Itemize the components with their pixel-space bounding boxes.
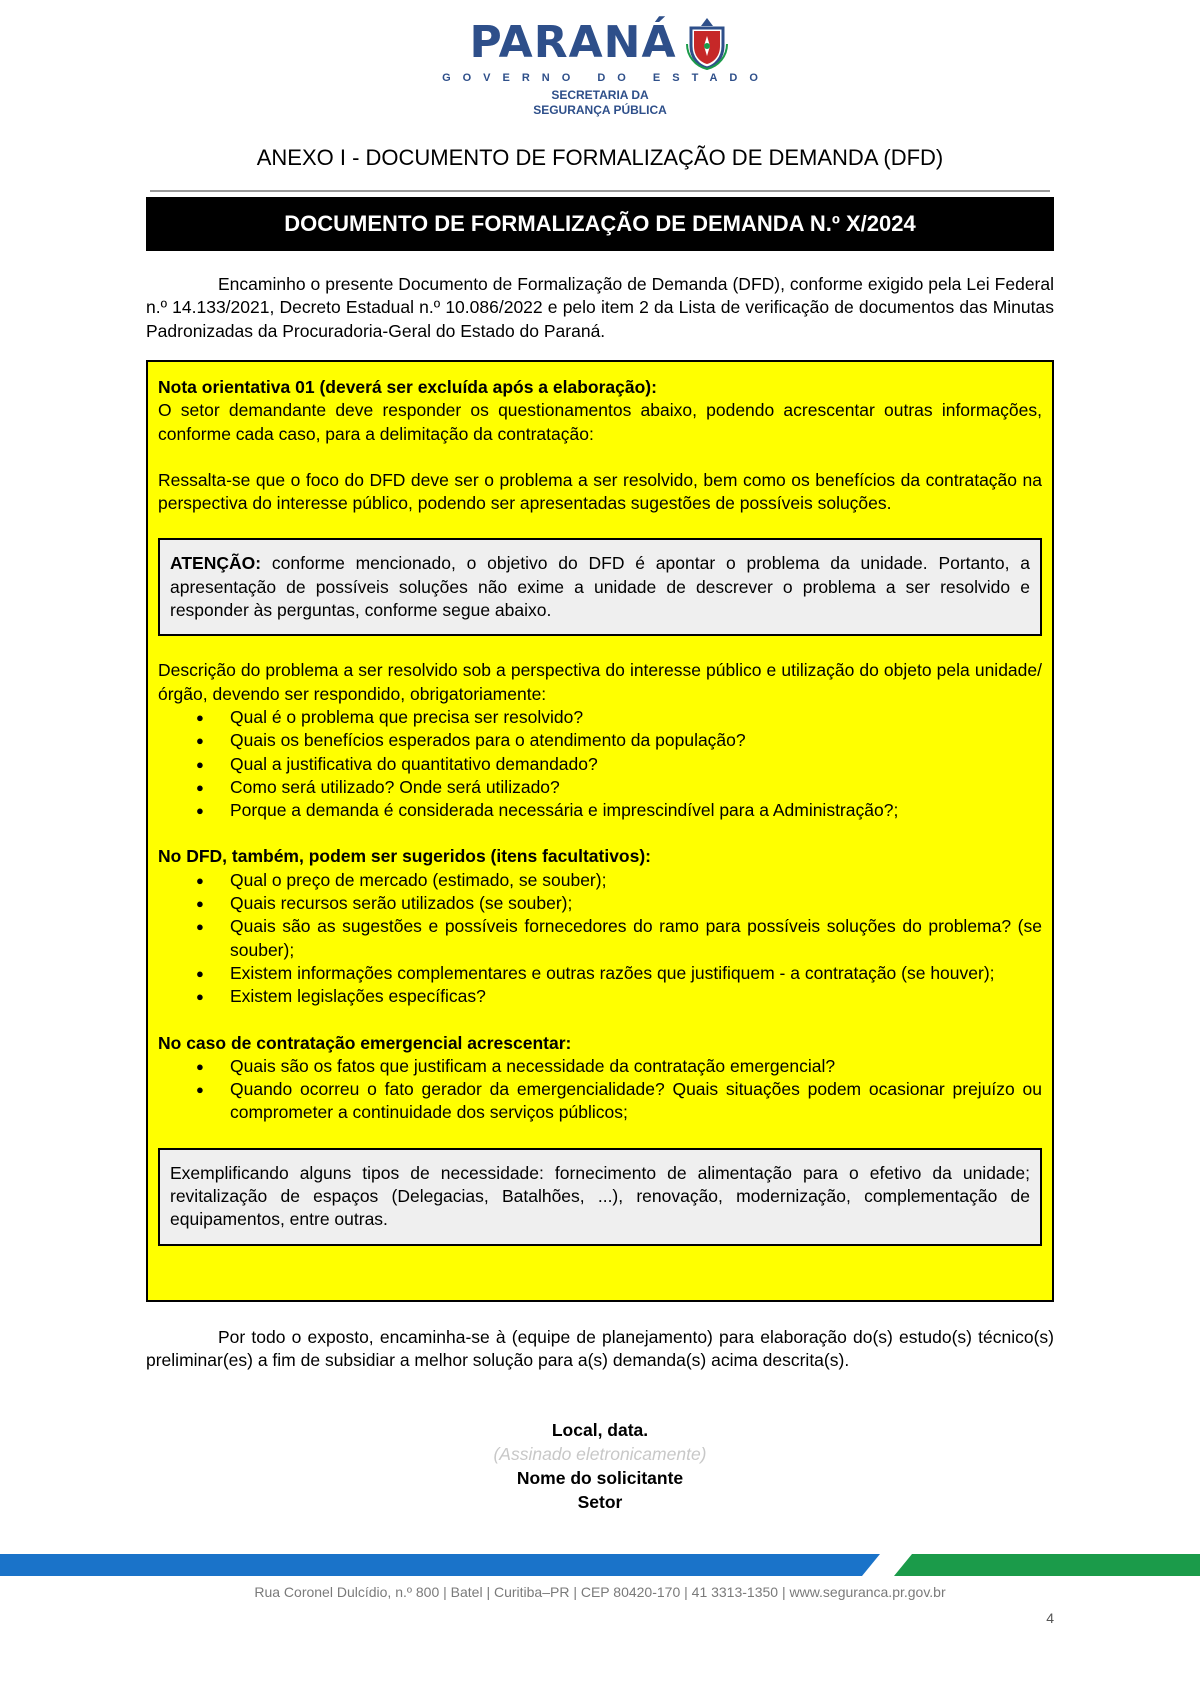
note-paragraph-2: Ressalta-se que o foco do DFD deve ser o problema a ser resolvido, bem como os benefícios da contratação na perspectiva do interesse público, podendo ser apresentadas sugestões de possíveis soluções. [158, 469, 1042, 514]
title-divider [150, 190, 1050, 192]
problem-description: Descrição do problema a ser resolvido sob a perspectiva do interesse público e utilização do objeto pela unidade/órgão, devendo ser respondido, obrigatoriamente: [158, 660, 1042, 704]
list-item: ● Qual o preço de mercado (estimado, se souber); [158, 869, 1042, 892]
requester-sector: Setor [577, 1492, 623, 1512]
footer-band-green [894, 1554, 1200, 1576]
list-item: ● Quais os benefícios esperados para o atendimento da população? [158, 729, 1042, 752]
list-item: ● Quais são os fatos que justificam a necessidade da contratação emergencial? [158, 1055, 1042, 1078]
secretariat-line-2: SEGURANÇA PÚBLICA [533, 103, 667, 117]
document-title-bar: DOCUMENTO DE FORMALIZAÇÃO DE DEMANDA N.º X/2024 [146, 197, 1054, 251]
mandatory-questions-list [158, 706, 1042, 822]
logo-subtitle: GOVERNO DO ESTADO [442, 72, 770, 84]
intro-paragraph: Encaminho o presente Documento de Formalização de Demanda (DFD), conforme exigido pela Lei Federal n.º 14.133/2021, Decreto Estadual n.º 10.086/2022 e pelo item 2 da Lista de verificação de documentos das Minutas Padronizadas da Procuradoria-Geral do Estado do Paraná. [146, 274, 1054, 341]
coat-of-arms-icon [683, 16, 731, 70]
list-item: ● Qual a justificativa do quantitativo demandado? [158, 753, 1042, 776]
footer-color-band [0, 1554, 1200, 1576]
annex-title: ANEXO I - DOCUMENTO DE FORMALIZAÇÃO DE DEMANDA (DFD) [256, 145, 944, 170]
attention-box [158, 538, 1042, 636]
closing-paragraph: Por todo o exposto, encaminha-se à (equipe de planejamento) para elaboração do(s) estudo(s) técnico(s) preliminar(es) a fim de subsidiar a melhor solução para a(s) demanda(s) acima descrita(s). [146, 1327, 1054, 1371]
attention-text: conforme mencionado, o objetivo do DFD é apontar o problema da unidade. Portanto, a apresentação de possíveis soluções não exime a unidade de descrever o problema a ser resolvido e responder às perguntas, conforme segue abaixo. [170, 553, 1030, 621]
page-number: 4 [1046, 1610, 1054, 1626]
note-paragraph-1: O setor demandante deve responder os questionamentos abaixo, podendo acrescentar outras informações, conforme cada caso, para a delimitação da contratação: [158, 400, 1042, 444]
emergency-items-list [158, 1055, 1042, 1125]
secretariat-line-1: SECRETARIA DA [551, 88, 649, 102]
list-item: ● Existem legislações específicas? [158, 985, 1042, 1008]
emergency-heading: No caso de contratação emergencial acrescentar: [158, 1032, 572, 1053]
list-item: ● Qual é o problema que precisa ser resolvido? [158, 706, 1042, 729]
footer-band-blue [0, 1554, 880, 1576]
optional-items-list [158, 869, 1042, 1009]
signed-electronically: (Assinado eletronicamente) [493, 1444, 707, 1464]
list-item: ● Como será utilizado? Onde será utilizado? [158, 776, 1042, 799]
signature-block [0, 1418, 1200, 1514]
guidance-note-box [146, 360, 1054, 1302]
attention-label: ATENÇÃO: [170, 553, 262, 574]
logo-wordmark: PARANÁ [469, 17, 677, 68]
list-item: ● Quando ocorreu o fato gerador da emergencialidade? Quais situações podem ocasionar prejuízo ou comprometer a continuidade dos serviços públicos; [158, 1078, 1042, 1125]
list-item: ● Porque a demanda é considerada necessária e imprescindível para a Administração?; [158, 799, 1042, 822]
list-item: ● Existem informações complementares e outras razões que justifiquem - a contratação (se houver); [158, 962, 1042, 985]
note-heading: Nota orientativa 01 (deverá ser excluída após a elaboração): [158, 377, 657, 397]
place-date: Local, data. [551, 1420, 649, 1440]
footer-address: Rua Coronel Dulcídio, n.º 800 | Batel | Curitiba–PR | CEP 80420-170 | 41 3313-1350 | www.seguranca.pr.gov.br [254, 1584, 946, 1600]
list-item: ● Quais recursos serão utilizados (se souber); [158, 892, 1042, 915]
optional-heading: No DFD, também, podem ser sugeridos (itens facultativos): [158, 846, 651, 867]
header-logo [0, 16, 1200, 118]
requester-name: Nome do solicitante [516, 1468, 684, 1488]
logo-row [469, 16, 730, 70]
list-item: ● Quais são as sugestões e possíveis fornecedores do ramo para possíveis soluções do problema? (se souber); [158, 915, 1042, 962]
example-box: Exemplificando alguns tipos de necessidade: fornecimento de alimentação para o efetivo da unidade; revitalização de espaços (Delegacias, Batalhões, ...), renovação, modernização, complementação de equipamentos, entre outras. [158, 1148, 1042, 1246]
